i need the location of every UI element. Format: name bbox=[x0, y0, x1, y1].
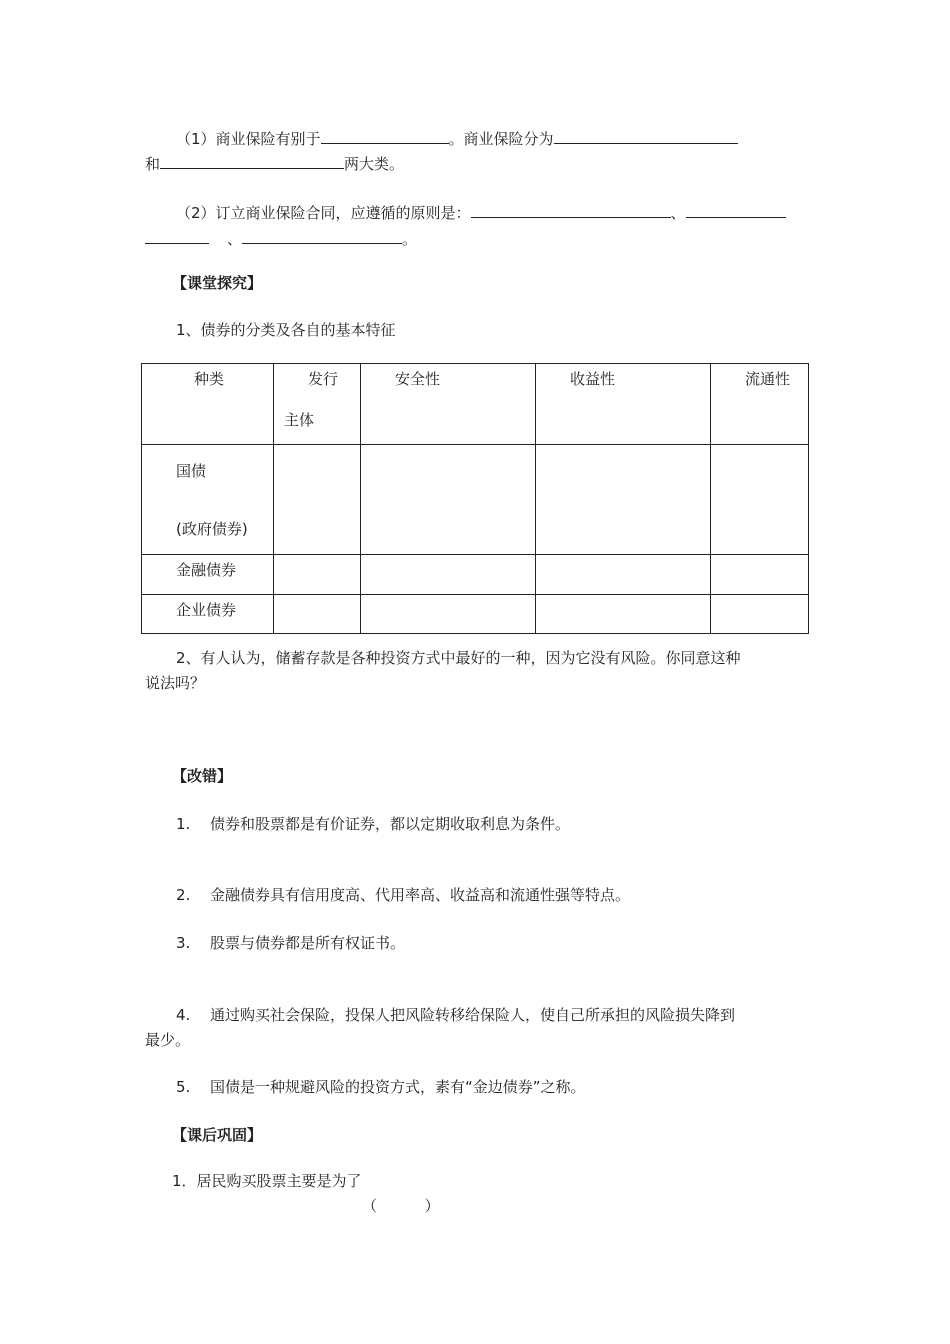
q1-line1 bbox=[176, 128, 738, 149]
table-header-row bbox=[142, 364, 809, 445]
table-cell[interactable] bbox=[361, 445, 536, 555]
row-label-cell bbox=[142, 445, 274, 555]
header-type: 种类 bbox=[194, 370, 225, 388]
q1-blank-3[interactable] bbox=[160, 154, 344, 169]
table-row bbox=[142, 445, 809, 555]
q1-blank-2[interactable] bbox=[554, 129, 738, 144]
header-return: 收益性 bbox=[570, 370, 616, 388]
table-row bbox=[142, 595, 809, 634]
header-cell-issuer bbox=[274, 364, 361, 445]
correction-item-4-cont: 最少。 bbox=[145, 1031, 191, 1049]
q2-blank-2a[interactable] bbox=[686, 203, 786, 218]
correction-item-2 bbox=[176, 884, 630, 905]
table-cell[interactable] bbox=[536, 595, 711, 634]
correction-item-4 bbox=[176, 1004, 735, 1025]
q2-text-a: （2）订立商业保险合同，应遵循的原则是： bbox=[176, 204, 471, 222]
correction-num: 2. bbox=[176, 886, 191, 904]
q2-line1 bbox=[176, 202, 786, 223]
section-heading-explore: 【课堂探究】 bbox=[172, 274, 263, 292]
row-label-financial: 金融债券 bbox=[176, 561, 237, 579]
q1-blank-1[interactable] bbox=[321, 129, 449, 144]
correction-num: 1. bbox=[176, 815, 191, 833]
explore-question-2-line1: 2、有人认为，储蓄存款是各种投资方式中最好的一种，因为它没有风险。你同意这种 bbox=[176, 649, 741, 667]
q1-text-b: 。商业保险分为 bbox=[448, 130, 554, 148]
header-cell-liquidity bbox=[711, 364, 809, 445]
table-cell[interactable] bbox=[711, 445, 809, 555]
explore-question-1: 1、债券的分类及各自的基本特征 bbox=[176, 321, 396, 339]
table-cell[interactable] bbox=[274, 595, 361, 634]
correction-text: 债券和股票都是有价证券，都以定期收取利息为条件。 bbox=[210, 815, 571, 833]
correction-text: 金融债券具有信用度高、代用率高、收益高和流通性强等特点。 bbox=[210, 886, 631, 904]
q2-end: 。 bbox=[402, 230, 418, 248]
correction-item-5 bbox=[176, 1076, 586, 1097]
section-heading-correct: 【改错】 bbox=[172, 767, 233, 785]
answer-bracket[interactable]: （ ） bbox=[362, 1197, 440, 1215]
q1-text-d: 两大类。 bbox=[344, 155, 405, 173]
after-question-1: 1．居民购买股票主要是为了 bbox=[172, 1172, 362, 1190]
correction-num: 4. bbox=[176, 1006, 191, 1024]
header-cell-safety bbox=[361, 364, 536, 445]
correction-text: 国债是一种规避风险的投资方式，素有“金边债券”之称。 bbox=[210, 1078, 586, 1096]
q1-text-a: （1）商业保险有别于 bbox=[176, 130, 321, 148]
table-cell[interactable] bbox=[361, 595, 536, 634]
header-liquidity: 流通性 bbox=[745, 370, 791, 388]
header-cell-type bbox=[142, 364, 274, 445]
table-cell[interactable] bbox=[711, 595, 809, 634]
table-cell[interactable] bbox=[536, 445, 711, 555]
table-row bbox=[142, 555, 809, 595]
row-label-treasury-sub: (政府债券) bbox=[176, 520, 248, 538]
explore-question-2-line2: 说法吗？ bbox=[145, 674, 206, 692]
correction-num: 3. bbox=[176, 934, 191, 952]
table-cell[interactable] bbox=[536, 555, 711, 595]
header-cell-return bbox=[536, 364, 711, 445]
correction-item-3 bbox=[176, 932, 405, 953]
header-issuer-line2: 主体 bbox=[284, 411, 315, 429]
q1-text-c: 和 bbox=[145, 155, 161, 173]
table-cell[interactable] bbox=[274, 445, 361, 555]
correction-text: 通过购买社会保险，投保人把风险转移给保险人，使自己所承担的风险损失降到 bbox=[210, 1006, 736, 1024]
q2-blank-1[interactable] bbox=[471, 203, 671, 218]
q2-sep-1: 、 bbox=[670, 204, 686, 222]
q2-sep-2: 、 bbox=[227, 230, 243, 248]
table-cell[interactable] bbox=[711, 555, 809, 595]
q2-blank-2b[interactable] bbox=[145, 229, 209, 244]
correction-text: 股票与债券都是所有权证书。 bbox=[210, 934, 406, 952]
correction-item-1 bbox=[176, 813, 570, 834]
table-cell[interactable] bbox=[361, 555, 536, 595]
header-safety: 安全性 bbox=[395, 370, 441, 388]
row-label-cell bbox=[142, 595, 274, 634]
row-label-cell bbox=[142, 555, 274, 595]
header-issuer-line1: 发行 bbox=[308, 370, 339, 388]
q2-blank-3[interactable] bbox=[242, 229, 402, 244]
q1-line2 bbox=[145, 153, 404, 174]
row-label-treasury: 国债 bbox=[176, 462, 207, 480]
section-heading-after: 【课后巩固】 bbox=[172, 1126, 263, 1144]
table-cell[interactable] bbox=[274, 555, 361, 595]
row-label-corporate: 企业债券 bbox=[176, 601, 237, 619]
q2-line2 bbox=[145, 228, 417, 249]
correction-num: 5. bbox=[176, 1078, 191, 1096]
bond-table bbox=[141, 363, 809, 634]
